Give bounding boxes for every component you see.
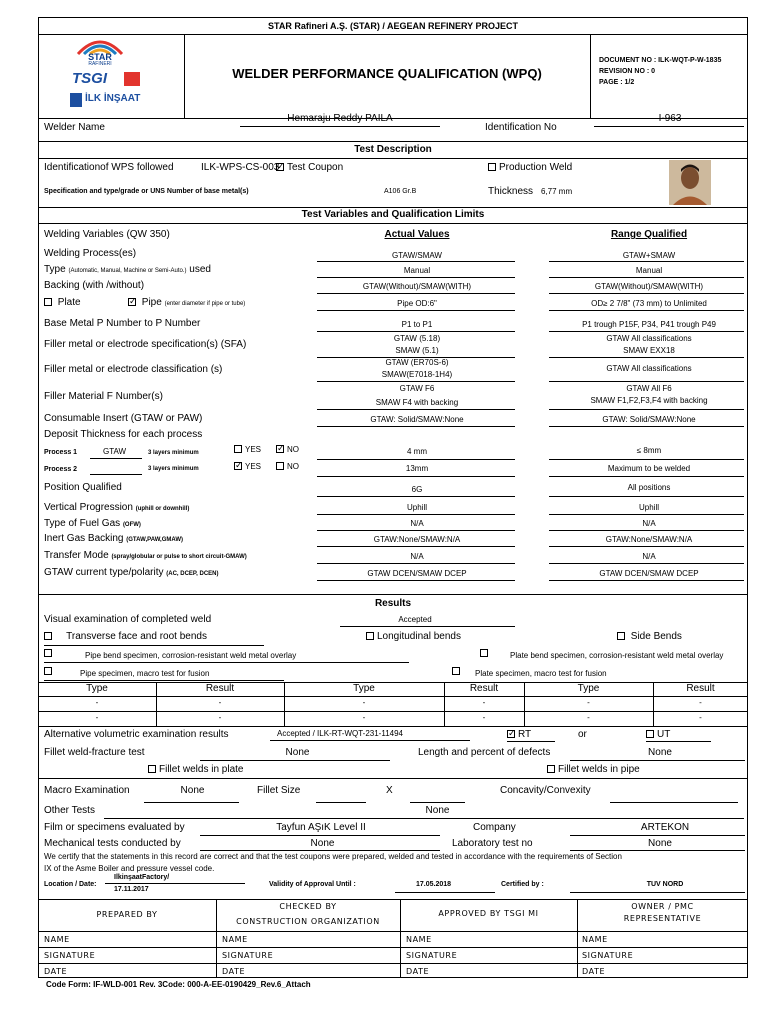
side-bends-checkbox[interactable]: Side Bends [617, 631, 682, 642]
other-tests-label: Other Tests [44, 805, 95, 816]
name-label: NAME [222, 935, 248, 944]
signature-label: SIGNATURE [406, 951, 458, 960]
f-number-label: Filler Material F Number(s) [44, 391, 163, 402]
table-cell: - [482, 713, 486, 722]
defects-value: None [648, 747, 672, 758]
table-cell: - [95, 698, 99, 707]
pipe-checkbox[interactable]: ✓ Pipe (enter diameter if pipe or tube) [128, 297, 245, 308]
process-1-no[interactable]: ✓ NO [276, 445, 299, 454]
welding-process-range: GTAW+SMAW [622, 251, 676, 260]
base-metal-actual: P1 to P1 [401, 320, 433, 329]
pipe-bend-label: Pipe bend specimen, corrosion-resistant weld metal overlay [85, 651, 297, 660]
date-label: DATE [222, 967, 246, 976]
backing-label: Backing (with /without) [44, 280, 145, 291]
checkbox-icon [480, 649, 488, 657]
table-cell: - [587, 698, 590, 707]
position-label: Position Qualified [44, 482, 122, 493]
mech-value: None [310, 838, 335, 849]
f-number-actual-2: SMAW F4 with backing [375, 398, 459, 407]
base-metal-label: Base Metal P Number to P Number [44, 318, 201, 329]
checkbox-icon [617, 632, 625, 640]
process-2-yes[interactable]: ✓ YES [234, 462, 261, 471]
position-actual: 6G [411, 485, 423, 494]
location-value: IlkinşaatFactory/ [114, 874, 170, 881]
pipe-macro-label: Pipe specimen, macro test for fusion [80, 669, 210, 678]
filler-spec-label: Filler metal or electrode specification(s) (SFA) [44, 339, 247, 350]
validity-label: Validity of Approval Until : [269, 881, 356, 888]
type-label: Type (Automatic, Manual, Machine or Semi-Auto.) used [44, 264, 211, 275]
process-2-layers: 3 layers minimum [148, 466, 199, 472]
checkbox-icon [488, 163, 496, 171]
table-header: Result [686, 683, 715, 694]
validity-value: 17.05.2018 [416, 881, 452, 888]
filler-spec-range-2: SMAW EXX18 [623, 346, 675, 355]
type-range: Manual [635, 266, 663, 275]
pipe-range: OD≥ 2 7/8" (73 mm) to Unlimited [591, 299, 707, 308]
checkbox-icon [646, 730, 654, 738]
fuel-gas-label: Type of Fuel Gas (OFW) [44, 518, 141, 529]
process-1-range: ≤ 8mm [636, 446, 662, 455]
process-1-label: Process 1 [44, 449, 78, 456]
table-cell: - [699, 713, 702, 722]
process-2-no[interactable]: NO [276, 462, 299, 471]
f-number-actual: GTAW F6 [399, 384, 435, 393]
production-weld-checkbox[interactable]: Production Weld [488, 162, 572, 173]
current-range: GTAW DCEN/SMAW DCEP [599, 569, 699, 578]
lab-value: None [648, 838, 672, 849]
range-qualified-header: Range Qualified [610, 229, 688, 240]
film-value: Tayfun AŞıK Level II [276, 822, 366, 833]
plate-bend-checkbox[interactable] [480, 649, 491, 658]
process-1-actual: 4 mm [407, 447, 427, 456]
process-2-actual: 13mm [405, 464, 429, 473]
fuel-gas-range: N/A [642, 519, 656, 528]
insert-label: Consumable Insert (GTAW or PAW) [44, 413, 203, 424]
vertical-range: Uphill [638, 503, 659, 512]
table-header: Type [577, 683, 600, 694]
filler-spec-actual-2: SMAW (5.1) [395, 346, 439, 355]
checkbox-checked-icon [507, 730, 515, 738]
checkbox-icon [234, 445, 242, 453]
macro-value: None [180, 785, 205, 796]
page-no: PAGE : 1/2 [599, 79, 635, 86]
alt-label: Alternative volumetric examination results [44, 729, 229, 740]
certified-label: Certified by : [501, 881, 544, 888]
insert-actual: GTAW: Solid/SMAW:None [370, 415, 464, 424]
certified-value: TUV NORD [646, 881, 684, 888]
wps-value: ILK-WPS-CS-003 [201, 162, 280, 173]
table-header: Result [205, 683, 235, 694]
table-cell: - [482, 698, 486, 707]
table-cell: - [362, 713, 366, 722]
project-title: STAR Rafineri A.Ş. (STAR) / AEGEAN REFINERY PROJECT [267, 21, 519, 31]
checkbox-icon [44, 649, 52, 657]
checked-by-header-2: CONSTRUCTION ORGANIZATION [236, 917, 380, 926]
transfer-mode-label: Transfer Mode (spray/globular or pulse to short circuit-GMAW) [44, 550, 247, 561]
results-table [38, 682, 748, 727]
actual-values-header: Actual Values [384, 229, 450, 240]
inert-gas-actual: GTAW:None/SMAW:N/A [373, 535, 461, 544]
filler-class-label: Filler metal or electrode classification (s) [44, 364, 223, 375]
filler-class-range: GTAW All classifications [606, 364, 692, 373]
inert-gas-label: Inert Gas Backing (GTAW,PAW,GMAW) [44, 533, 184, 544]
filler-spec-actual: GTAW (5.18) [393, 334, 441, 343]
deposit-label: Deposit Thickness for each process [44, 429, 203, 440]
name-label: NAME [44, 935, 70, 944]
position-range: All positions [627, 483, 671, 492]
visual-value: Accepted [398, 615, 432, 624]
lab-label: Laboratory test no [452, 838, 533, 849]
pipe-bend-checkbox[interactable] [44, 649, 55, 658]
checkbox-icon [44, 298, 52, 306]
prepared-by-header: PREPARED BY [96, 910, 158, 919]
welder-name-value: Hemaraju Reddy PAILA [287, 113, 393, 124]
thickness-value: 6,77 mm [541, 187, 573, 196]
company-label: Company [473, 822, 516, 833]
table-cell: - [95, 713, 99, 722]
other-tests-value: None [425, 805, 450, 816]
welding-process-actual: GTAW/SMAW [392, 251, 442, 260]
visual-label: Visual examination of completed weld [44, 614, 212, 625]
checkbox-checked-icon [276, 163, 284, 171]
checkbox-icon [276, 462, 284, 470]
owner-header-2: REPRESENTATIVE [623, 914, 702, 923]
test-coupon-checkbox[interactable]: ✓ Test Coupon [276, 162, 343, 173]
table-header: Type [86, 683, 108, 694]
or-text: or [578, 729, 587, 740]
filler-class-actual-2: SMAW(E7018-1H4) [381, 370, 453, 379]
welder-photo [669, 160, 711, 205]
checkbox-icon [44, 667, 52, 675]
name-label: NAME [406, 935, 432, 944]
fuel-gas-actual: N/A [410, 519, 424, 528]
owner-header: OWNER / PMC [631, 902, 694, 911]
name-label: NAME [582, 935, 608, 944]
concavity-label: Concavity/Convexity [500, 785, 591, 796]
plate-bend-label: Plate bend specimen, corrosion-resistant weld metal overlay [510, 651, 724, 660]
mech-label: Mechanical tests conducted by [44, 838, 181, 849]
backing-range: GTAW(Without)/SMAW(WITH) [594, 282, 704, 291]
longitudinal-checkbox[interactable]: Longitudinal bends [366, 631, 461, 642]
transfer-mode-range: N/A [642, 552, 656, 561]
vertical-label: Vertical Progression (uphill or downhill) [44, 502, 190, 513]
wps-label: Identificationof WPS followed [44, 162, 174, 173]
checkbox-icon [44, 632, 52, 640]
date-label: DATE [582, 967, 606, 976]
welder-name-label: Welder Name [44, 122, 105, 133]
transverse-checkbox[interactable]: Transverse face and root bends [44, 631, 207, 642]
approved-by-header: APPROVED BY TSGI MI [438, 909, 539, 918]
vertical-actual: Uphill [406, 503, 427, 512]
process-2-range: Maximum to be welded [607, 464, 691, 473]
plate-checkbox[interactable]: Plate [44, 297, 81, 308]
table-cell: - [699, 698, 702, 707]
welding-process-label: Welding Process(es) [44, 248, 137, 259]
process-1-layers: 3 layers minimum [148, 450, 199, 456]
page-title: WELDER PERFORMANCE QUALIFICATION (WPQ) [232, 66, 542, 81]
document-no: DOCUMENT NO : ILK-WQT-P-W-1835 [599, 57, 722, 64]
fillet-size-label: Fillet Size [257, 785, 301, 796]
table-cell: - [218, 713, 222, 722]
checkbox-checked-icon [128, 298, 136, 306]
checkbox-icon [366, 632, 374, 640]
fillet-plate-checkbox[interactable]: Fillet welds in plate [148, 764, 243, 775]
f-number-range-2: SMAW F1,F2,F3,F4 with backing [590, 396, 708, 405]
filler-spec-range: GTAW All classifications [606, 334, 692, 343]
star-logo: STAR RAFINERI [70, 36, 130, 66]
tsgi-logo: TSGI [72, 70, 144, 88]
checkbox-icon [148, 765, 156, 773]
fillet-test-value: None [285, 747, 310, 758]
current-label: GTAW current type/polarity (AC, DCEP, DCEN) [44, 567, 219, 578]
backing-actual: GTAW(Without)/SMAW(WITH) [362, 282, 472, 291]
signature-label: SIGNATURE [44, 951, 96, 960]
rt-checkbox[interactable]: ✓ RT [507, 729, 531, 740]
x-text: X [386, 785, 393, 796]
table-cell: - [218, 698, 222, 707]
ut-checkbox[interactable]: UT [646, 729, 670, 740]
plate-macro-checkbox[interactable] [452, 667, 463, 676]
current-actual: GTAW DCEN/SMAW DCEP [367, 569, 467, 578]
table-cell: - [587, 713, 590, 722]
ilk-logo: İLK İNŞAAT [70, 93, 142, 109]
checkbox-checked-icon [276, 445, 284, 453]
table-header: Type [353, 683, 375, 694]
plate-macro-label: Plate specimen, macro test for fusion [475, 669, 607, 678]
thickness-label: Thickness [488, 186, 534, 197]
date-label: DATE [44, 967, 68, 976]
variables-heading: Test Variables and Qualification Limits [301, 209, 485, 220]
macro-label: Macro Examination [44, 785, 130, 796]
signature-label: SIGNATURE [222, 951, 274, 960]
fillet-pipe-checkbox[interactable]: Fillet welds in pipe [547, 764, 640, 775]
defects-label: Length and percent of defects [418, 747, 551, 758]
revision-no: REVISION NO : 0 [599, 68, 656, 75]
spec-label: Specification and type/grade or UNS Number of base metal(s) [44, 188, 249, 195]
process-2-label: Process 2 [44, 466, 78, 473]
checked-by-header: CHECKED BY [279, 902, 337, 911]
process-1-proc: GTAW [103, 447, 127, 456]
checkbox-icon [547, 765, 555, 773]
filler-class-actual: GTAW (ER70S-6) [385, 358, 449, 367]
date-label: DATE [406, 967, 430, 976]
insert-range: GTAW: Solid/SMAW:None [602, 415, 696, 424]
footer-code: Code Form: IF-WLD-001 Rev. 3Code: 000-A-EE-0190429_Rev.6_Attach [46, 980, 311, 989]
company-value: ARTEKON [640, 822, 690, 833]
checkbox-checked-icon [234, 462, 242, 470]
spec-value: A106 Gr.B [384, 188, 417, 195]
film-label: Film or specimens evaluated by [44, 822, 185, 833]
welding-variables-label: Welding Variables (QW 350) [44, 229, 170, 240]
process-1-yes[interactable]: YES [234, 445, 261, 454]
table-header: Result [469, 683, 499, 694]
pipe-actual: Pipe OD:6" [397, 299, 437, 308]
fillet-test-label: Fillet weld-fracture test [44, 747, 145, 758]
pipe-macro-checkbox[interactable] [44, 667, 55, 676]
transfer-mode-actual: N/A [410, 552, 424, 561]
identification-value: I-963 [658, 113, 682, 124]
identification-label: Identification No [485, 122, 557, 133]
base-metal-range: P1 trough P15F, P34, P41 trough P49 [582, 320, 716, 329]
location-label: Location / Date: [44, 881, 97, 888]
type-actual: Manual [403, 266, 431, 275]
certify-text-2: IX of the Asme Boiler and pressure vessel code. [44, 864, 215, 873]
certify-text: We certify that the statements in this record are correct and that the test coupons were prepared, welded and tested in accordance with the requirements of Section [44, 852, 622, 861]
location-date: 17.11.2017 [114, 886, 149, 893]
alt-value: Accepted / ILK-RT-WQT-231-11494 [277, 729, 403, 738]
checkbox-icon [452, 667, 460, 675]
f-number-range: GTAW All F6 [626, 384, 672, 393]
results-heading: Results [374, 598, 412, 609]
signature-label: SIGNATURE [582, 951, 634, 960]
table-cell: - [362, 698, 366, 707]
inert-gas-range: GTAW:None/SMAW:N/A [605, 535, 693, 544]
test-description-heading: Test Description [354, 144, 432, 155]
